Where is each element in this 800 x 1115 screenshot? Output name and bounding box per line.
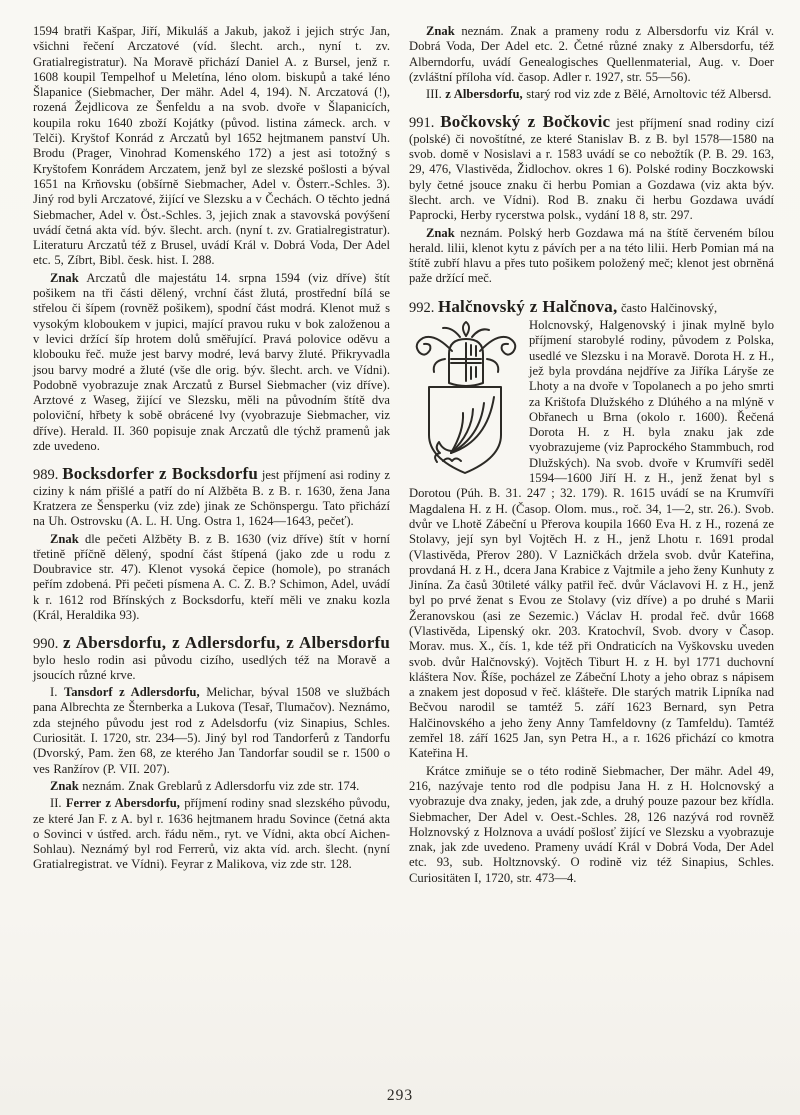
coat-of-arms-image <box>409 321 519 481</box>
sub-entry-number: I. <box>50 685 58 700</box>
entry-number: 992. <box>409 299 435 316</box>
entry-name: z Abersdorfu, z Adlersdorfu, z Albersdorfu <box>63 633 390 653</box>
sub-entry-number: II. <box>50 796 62 811</box>
entry-number: 991. <box>409 115 435 132</box>
paragraph-znak-991 <box>409 226 774 287</box>
znak-label: Znak <box>426 225 455 240</box>
page-number: 293 <box>386 1087 414 1104</box>
entry-990-heading <box>33 634 390 683</box>
sub-entry-name: z Albersdorfu, <box>445 87 523 102</box>
body-text: Arczatů dle majestátu 14. srpna 1594 (viz dříve) štít pošikem na tři části dělený, vrchní část žlutá, prostřední bílá se střelou či šípem (rovněž pošikem), spodní část modrá. Klenot muž s vysokým kloboukem v jupici, mající pravou ruku v bok založenou a v levici držící šíp hrotem dolů směřující. Pravá polovice oděvu a klobouku řeč. muže jest barvy modré, levá barvy žluté. Přikryvadla jsou barvy modré a žluté (vše dle orig. býv. šlecht. arch. ve Vídni). Podobně vyobrazuje znak Arczatů z Bursel Siebmacher (viz dříve). Arztové z Waseg, žijící ve Slezsku, měli na původním štítě dva poloviční, hřbety k sobě obrácené lvy (vyobrazuje Siebmacher, viz dříve). Herald. II. 360 popisuje znak Arczatů dle týchž pramenů jak zde uvedeno. <box>33 270 390 454</box>
sub-entry-name: Ferrer z Abersdorfu, <box>65 796 180 811</box>
wing-and-claw-charge <box>435 397 494 462</box>
body-text: neznám. Znak Greblarů z Adlersdorfu viz zde str. 174. <box>82 778 360 793</box>
right-column <box>409 24 774 886</box>
entry-989-heading <box>33 465 390 529</box>
body-text: starý rod viz zde z Bělé, Arnoltovic též Albersd. <box>526 87 772 102</box>
sub-entry-name: Tansdorf z Adlersdorfu, <box>63 685 200 700</box>
body-text: Melichar, býval 1508 ve službách pana Albrechta ze Šternberka a Lukova (Tesař, Tlumačov). Neznámo, zda stejného původu jest rod z Adelsdorfu (viz Sinapius, Schles. Curiosität. I. 1720, str. 234—5). Jiný byl rod Tandorferů z Tandorfu (Dvorský, Pam. žen 68, ze kterého Jan Tandorfar soudil se r. 1500 o ves Ranžírov (P. VII. 207). <box>33 685 390 776</box>
body-text: příjmení rodiny snad slezského původu, ze které Jan F. z A. byl r. 1636 hejtmanem hradu Sovince (četná akta o Sovinci v ústřed. arch. řádu něm., ryt. ve Vídni, akta obcí Aichen-Sohlau). Neznámý byl rod Ferrerů, viz akta víd. arch. šlecht. (nyní Gratialregistrat. ve Vídni). Feyrar z Malikova, viz zde str. 128. <box>33 796 391 872</box>
sub-entry-990-I <box>33 685 390 777</box>
body-text: jest příjmení snad rodiny cizí (polské) či novoštítné, ze které Stanislav B. z B. byl 1578—1580 na svob. domě v Nosislavi a r. 1583 uvádí se co nebožtík (P. B. 29. 163, 29, 476, Vlastivěda, Židlochov. okres 1 6). Polské rodiny Boczkowski byly četné jsouce znaku či herbu Pomian a Gozdawa (viz akta býv. šlecht. arch. ve Vídni). Rod B. znaku či herbu Gozdawa uvádí Paprocki, Herby rycerstwa polsk., vydání 18 8, str. 297. <box>409 116 774 223</box>
left-column <box>33 24 390 886</box>
body-text: neznám. Polský herb Gozdawa má na štítě červeném bílou herald. lilii, klenot kytu z pávích per a na této lilii. Herb Pomian má na štítě zubří hlavu a přes tuto pošikem položený meč; klenot jest obrněná paže držící meč. <box>409 225 774 286</box>
entry-name: Bočkovský z Bočkovic <box>440 112 611 132</box>
body-text: neznám. Znak a prameny rodu z Albersdorfu viz Král v. Dobrá Voda, Der Adel etc. 2. Četné různé znaky z Albersdorfu, též Alberndorfu, uvádí Genealogisches Quellenmaterial, Aug. v. Doer (zvláštní příloha víd. časop. Adler r. 1927, str. 55—56). <box>409 24 774 84</box>
sub-entry-990-II <box>33 796 390 872</box>
sub-entry-number: III. <box>426 87 442 102</box>
paragraph-znak-albersdorf <box>409 24 774 85</box>
great-helm <box>449 339 483 386</box>
body-text: dle pečeti Alžběty B. z B. 1630 (viz dříve) štít v horní třetině příčně dělený, spodní část štípená (jako zde u rodu z Doubravice str. 47). Klenot vysoká čepice (homole), po stranách peřím zdobená. Při pečeti písmena A. C. Z. B.? Schimon, Adel, uvádí k r. 1612 rod Břínských z Bocksdorfu, kteří měli ve znaku kozla (Král, Heraldika 93). <box>33 531 390 622</box>
znak-label: Znak <box>50 270 79 285</box>
paragraph-znak-990 <box>33 779 390 794</box>
entry-992-heading <box>409 298 774 316</box>
entry-name: Halčnovský z Halčnova, <box>437 296 618 316</box>
entry-name: Bocksdorfer z Bocksdorfu <box>62 464 259 484</box>
entry-991-heading <box>409 113 774 223</box>
sub-entry-990-III <box>409 87 774 102</box>
body-text: bylo heslo rodin asi původu cizího, usedlých též na Moravě a jsoucích různé krve. <box>33 652 390 682</box>
shield <box>429 387 501 473</box>
body-text: 1594 bratři Kašpar, Jiří, Mikuláš a Jakub, jakož i jejich strýc Jan, všichni řečení Arczatové (víd. šlecht. arch., nyní t. zv. Gratialregistratur). Na Moravě přichází Daniel A. z Bursel, jenž r. 1608 koupil Tempelhof u Meletína, léno olom. biskupů a také léno Šlapanice (Siebmacher, Der mähr. Adel 4, 194). N. Arczatová (!), rozená Žejdlicova ze Šenfeldu a na svob. dvoře v Šlapanicích, koupila roku 1640 zboží Kojátky (původ. listina zámeck. arch. v Telči). Kryštof Konrád z Arczatů byl 1652 hejtmanem panství Uh. Brodu (Prager, Vinohrad Komenského 172) a jest asi totožný s Kryštofem Konrádem Arczatem, jenž byl ze slezské pošlosti a býval 1651 na Krňovsku (obšírně Siebmacher, Adel v. Österr.-Schles. 3). Jiný rod byli Arczatové, žijící ve Slezsku a v Čechách. O těchto jedná Siebmacher, Adel v. Öst.-Schles. 3, jejich znak a stavovská povýšení uvádí četná akta víd. býv. šlecht. arch. (nyní t. zv. Gratialregistratur). Literaturu Arczatů též z Brusel, uvádí Král v. Dobrá Voda, Der Adel etc. 5, Zíbrt, Bibl. česk. hist. I. 288. <box>33 24 390 268</box>
body-text: často Halčinovský, <box>620 300 718 315</box>
paragraph-arczat-continuation <box>33 24 390 269</box>
paragraph-znak-arczat <box>33 271 390 455</box>
body-text: Holcnovský, Halgenovský i jinak mylně bylo příjmení starobylé rodiny, původem z Polska, usedlé ve Slezsku i na Moravě. Dorota H. z H., jež byla provdána nejdříve za Jiříka Láryše ze Lhoty a na dvoře v Topolanech a po jeho smrti za Krištofa Dlužského z Dlúhého a na mlýně v Obřanech u Brna (okolo r. 1600). Řečená Dorota H. z H. byla znaku jak zde vyobrazujeme (viz Paprockého Stammbuch, rod Dlužských). Na svob. dvoře v Krumvíři seděl 1594—1600 Jiří H. z H., jenž ženat byl s Dorotou (Púh. B. 31. 247 ; 32. 179). R. 1615 uvádí se na Krumvíři Magdalena H. z H. (Časop. Olom. mus., roč. 34, 1—2, str. 26.). Svob. dvůr ve Lhotě Zábeční u Přerova koupila 1660 Eva H. z H., rozená ze Stolavy, její syn byl Vojtěch H. z H., jenž Lhotu r. 1691 prodal (Vlastivěda, Přerov 280). V Lazničkách držela svob. dvůr Kateřina, provdaná H. z H., dcera Jana Krabice z Vajtmile a jeho ženy Kunhuty z Jinína. Za časů 30tileté války patřil řeč. dvůr Václavovi H. z H., jenž byl po prvé ženat s Evou ze Stolavy (viz dříve) a po druhé s Marii Žeranovskou (asi ze Sezemic.) Václav H. prodal řeč. dvůr 1668 (Vlastivěda, Lipenský okr. 203. Kratochvíl, Svob. dvory v Časop. Morav. mus. X., čís. 1, kde též při Ondraticích na Vyškovsku uveden svob. dvůr Halčnovský). Vojtěch Tiburt H. z H. byl 1771 duchovní kláštera Nov. Říše, pocházel ze Zábeční Lhoty a jeho obraz s nápisem a znakem jest doposud v řeč. klášteře. Dle starých matrik Lipníka nad Bečvou narodil se tamtéž 5. září 1623 Bernard, syn Petra Halčinovského a jeho ženy Anny Tamfeldovny (z Tamfeldu). Tamtéž zemřel 18. září 1625 Jan, syn Petra H., a r. 1626 přichází co kmotra Kateřina H. <box>409 318 774 761</box>
paragraph-siebmacher-note <box>409 764 774 886</box>
entry-number: 989. <box>33 467 59 484</box>
paragraph-znak-989 <box>33 532 390 624</box>
text-columns <box>33 24 774 886</box>
entry-992-body <box>409 318 774 762</box>
plume-feathers <box>443 322 489 337</box>
body-text: jest příjmení asi rodiny z ciziny k nám přišlé a patří do ní Alžběta B. z B. r. 1630, žena Jana Kratzera ze Šensperku (viz zde) jinak ze Schönspergu. Tato přichází na Uh. Ostrovsku (A. L. H. Ung. Ostra 1, 1624—1643, pečeť). <box>33 468 390 529</box>
znak-label: Znak <box>50 531 79 546</box>
body-text: Krátce zmiňuje se o této rodině Siebmacher, Der mähr. Adel 49, 216, nazývaje tento rod dle podpisu Jana H. z H. Holcnovský a vyobrazuje dva znaky, jeden, jak zde, a druhý pouze pazour bez křídla. Siebmacher, Der Adel v. Oest.-Schles. 28, 126 nazývá rod rovněž Holznovský z Holznova a uvádí pošlosť žijící ve Slezsku a vyobrazuje znak, jak zde uvedeno. Prameny uvádí Král v Dobrá Voda, Der Adel etc. 93, sub. Holtznovský. O rodině viz též Sinapius, Schles. Curiositäten I, 1720, str. 473—4. <box>409 763 774 885</box>
entry-number: 990. <box>33 636 59 653</box>
znak-label: Znak <box>426 24 455 38</box>
znak-label: Znak <box>50 778 79 793</box>
